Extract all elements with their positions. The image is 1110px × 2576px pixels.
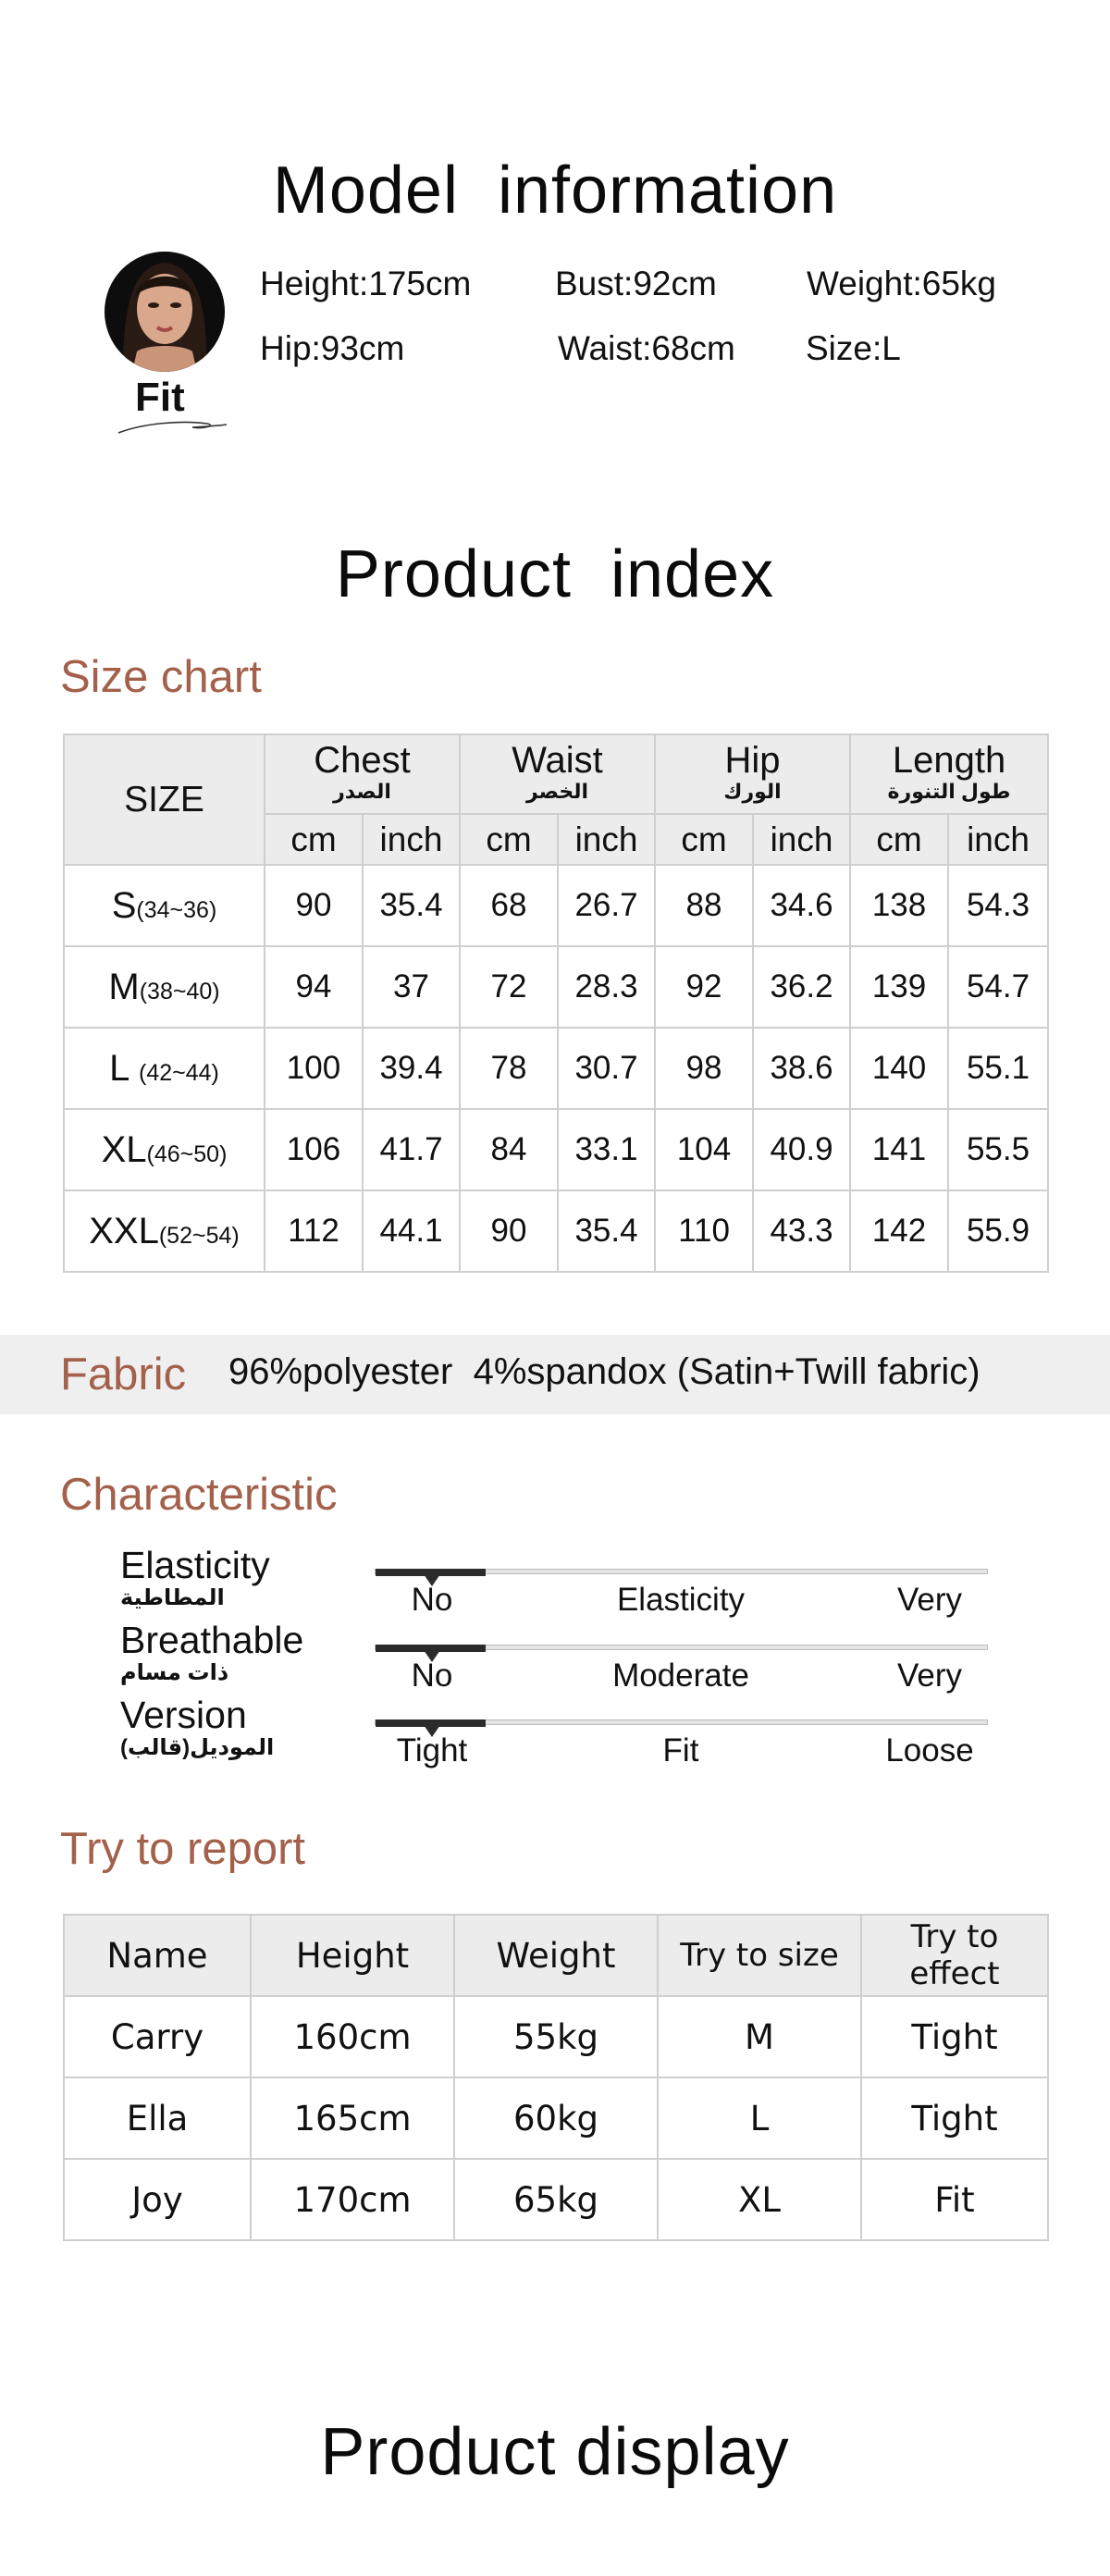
product-index-title: Product index (335, 537, 775, 611)
table-cell: Joy (64, 2159, 251, 2240)
table-cell: 30.7 (558, 1028, 655, 1109)
table-cell: 60kg (454, 2077, 658, 2159)
table-cell: 26.7 (558, 865, 655, 946)
table-cell: Tight (861, 2077, 1048, 2159)
model-portrait-icon (105, 252, 225, 372)
table-cell: 140 (850, 1028, 948, 1109)
table-cell: 39.4 (363, 1028, 460, 1109)
scale-label: Very (896, 1582, 963, 1618)
table-cell: 88 (655, 865, 753, 946)
scale-label: Moderate (612, 1658, 749, 1694)
model-height: Height:175cm (260, 265, 472, 302)
header-cell: Weight (454, 1915, 658, 1996)
product-display-title: Product display (320, 2415, 790, 2489)
table-cell: XL (658, 2159, 861, 2240)
group-chest: Chest الصدر (265, 734, 460, 814)
table-cell: L (658, 2077, 861, 2159)
scale-label: No (411, 1658, 453, 1694)
model-size: Size:L (806, 329, 901, 367)
scale-label: Tight (396, 1732, 468, 1769)
table-cell: 90 (460, 1190, 558, 1272)
table-cell: 43.3 (753, 1190, 850, 1272)
table-cell: 170cm (251, 2159, 454, 2240)
header-cell: Try to size (658, 1915, 861, 1996)
table-cell: 165cm (251, 2077, 454, 2159)
table-cell: 35.4 (558, 1190, 655, 1272)
table-cell: 94 (265, 946, 363, 1028)
char-name-breathable: Breathable ذات مسام (120, 1619, 304, 1685)
characteristic-label: Characteristic (60, 1470, 338, 1520)
size-chart-label: Size chart (60, 652, 262, 702)
table-cell: M (658, 1996, 861, 2077)
table-cell: 36.2 (753, 946, 850, 1028)
version-bar (375, 1719, 988, 1725)
table-row (64, 1109, 1048, 1190)
scale-label: No (411, 1582, 453, 1618)
table-cell: 55.9 (948, 1190, 1048, 1272)
table-cell: 68 (460, 865, 558, 946)
char-name-elasticity: Elasticity المطاطية (120, 1544, 270, 1610)
size-label: S(34~36) (64, 865, 265, 946)
table-header-row (64, 1915, 1048, 1996)
unit-cell: cm (460, 814, 558, 865)
table-cell: 54.7 (948, 946, 1048, 1028)
header-cell: Name (64, 1915, 251, 1996)
table-cell: 84 (460, 1109, 558, 1190)
table-cell: 54.3 (948, 865, 1048, 946)
table-row (64, 2077, 1048, 2159)
table-cell: 139 (850, 946, 948, 1028)
model-waist: Waist:68cm (558, 329, 735, 367)
table-row (64, 865, 1048, 946)
table-cell: 38.6 (753, 1028, 850, 1109)
table-cell: 37 (363, 946, 460, 1028)
unit-cell: cm (265, 814, 363, 865)
table-cell: 98 (655, 1028, 753, 1109)
size-chart-table (63, 733, 1049, 1273)
table-row (64, 1996, 1048, 2077)
table-cell: 40.9 (753, 1109, 850, 1190)
table-cell: 142 (850, 1190, 948, 1272)
group-waist: Waist الخصر (460, 734, 655, 814)
table-cell: 78 (460, 1028, 558, 1109)
table-cell: Ella (64, 2077, 251, 2159)
table-cell: 100 (265, 1028, 363, 1109)
table-cell: 72 (460, 946, 558, 1028)
table-cell: 90 (265, 865, 363, 946)
model-bust: Bust:92cm (555, 265, 717, 302)
table-cell: 104 (655, 1109, 753, 1190)
try-report-table (63, 1914, 1049, 2241)
table-row (64, 1028, 1048, 1109)
table-cell: 55.1 (948, 1028, 1048, 1109)
model-avatar (105, 252, 225, 372)
header-cell: Try to effect (861, 1915, 1048, 1996)
unit-cell: cm (655, 814, 753, 865)
size-header: SIZE (64, 734, 265, 865)
header-cell: Height (251, 1915, 454, 1996)
table-cell: 112 (265, 1190, 363, 1272)
unit-cell: inch (363, 814, 460, 865)
table-cell: Carry (64, 1996, 251, 2077)
table-cell: 33.1 (558, 1109, 655, 1190)
char-name-version: Version الموديل(قالب) (120, 1694, 275, 1760)
size-label: M(38~40) (64, 946, 265, 1028)
unit-cell: cm (850, 814, 948, 865)
group-hip: Hip الورك (655, 734, 850, 814)
table-cell: Tight (861, 1996, 1048, 2077)
size-label: L (42~44) (64, 1028, 265, 1109)
model-weight: Weight:65kg (807, 265, 996, 302)
size-label: XL(46~50) (64, 1109, 265, 1190)
unit-cell: inch (558, 814, 655, 865)
scale-label: Fit (662, 1732, 699, 1769)
table-cell: 35.4 (363, 865, 460, 946)
scale-label: Very (896, 1658, 963, 1694)
fit-label: Fit (135, 375, 185, 420)
elasticity-bar (375, 1569, 988, 1574)
fabric-label: Fabric (60, 1350, 187, 1399)
table-cell: 141 (850, 1109, 948, 1190)
unit-cell: inch (948, 814, 1048, 865)
table-cell: 44.1 (363, 1190, 460, 1272)
table-cell: 65kg (454, 2159, 658, 2240)
table-cell: 28.3 (558, 946, 655, 1028)
table-cell: Fit (861, 2159, 1048, 2240)
breathable-bar (375, 1645, 988, 1650)
signature-swoosh-icon (115, 416, 230, 437)
fabric-text: 96%polyester 4%spandox (Satin+Twill fabric) (228, 1351, 980, 1392)
table-cell: 55.5 (948, 1109, 1048, 1190)
table-cell: 41.7 (363, 1109, 460, 1190)
try-report-label: Try to report (60, 1824, 306, 1874)
table-cell: 34.6 (753, 865, 850, 946)
scale-label: Elasticity (616, 1582, 746, 1618)
scale-label: Loose (885, 1732, 974, 1769)
model-info-title: Model information (272, 154, 838, 228)
table-cell: 92 (655, 946, 753, 1028)
table-row (64, 946, 1048, 1028)
size-label: XXL(52~54) (64, 1190, 265, 1272)
unit-cell: inch (753, 814, 850, 865)
table-cell: 55kg (454, 1996, 658, 2077)
table-cell: 110 (655, 1190, 753, 1272)
table-cell: 138 (850, 865, 948, 946)
table-cell: 160cm (251, 1996, 454, 2077)
group-length: Length طول التنورة (850, 734, 1048, 814)
table-row (64, 1190, 1048, 1272)
table-cell: 106 (265, 1109, 363, 1190)
table-row (64, 2159, 1048, 2240)
model-hip: Hip:93cm (260, 329, 405, 367)
